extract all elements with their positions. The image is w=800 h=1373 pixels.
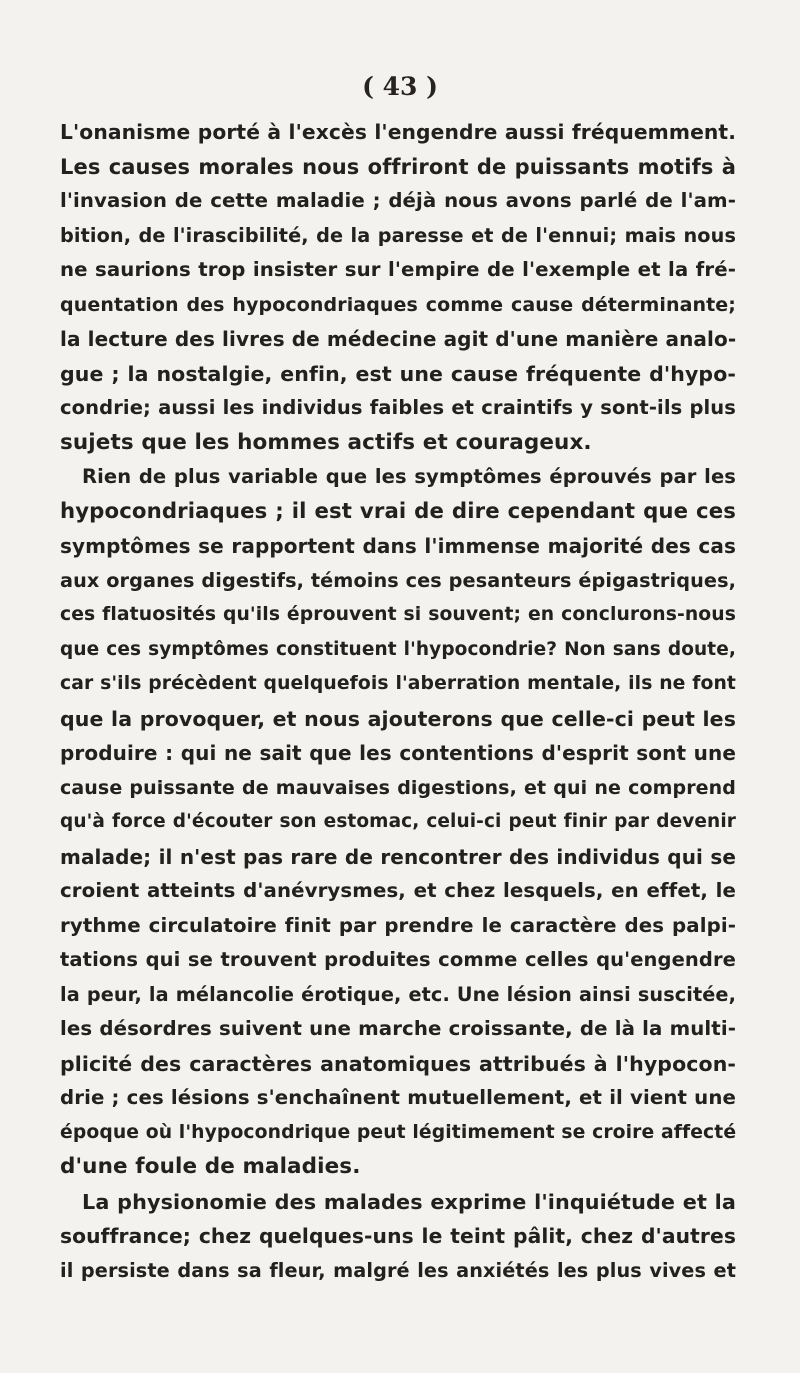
text-line: gue ; la nostalgie, enfin, est une cause fréquente d'hypo- bbox=[60, 361, 736, 386]
text-line: produire : qui ne sait que les contentions d'esprit sont une bbox=[60, 741, 736, 765]
text-line: L'onanisme porté à l'excès l'engendre aussi fréquemment. bbox=[60, 120, 736, 144]
page-number: ( 43 ) bbox=[362, 72, 438, 101]
text-line: que la provoquer, et nous ajouterons que celle-ci peut les bbox=[60, 706, 736, 731]
text-line: la peur, la mélancolie érotique, etc. Une lésion ainsi suscitée, bbox=[60, 982, 736, 1006]
text-line: d'une foule de maladies. bbox=[60, 1154, 361, 1179]
text-line: époque où l'hypocondrique peut légitimement se croire affecté bbox=[60, 1121, 737, 1143]
text-line: il persiste dans sa fleur, malgré les anxiétés les plus vives et bbox=[60, 1258, 736, 1282]
text-line: cause puissante de mauvaises digestions, et qui ne comprend bbox=[60, 776, 736, 799]
text-line: ces flatuosités qu'ils éprouvent si souvent; en conclurons-nous bbox=[60, 604, 736, 625]
text-line: malade; il n'est pas rare de rencontrer des individus qui se bbox=[60, 844, 736, 869]
text-line: que ces symptômes constituent l'hypocondrie? Non sans doute, bbox=[60, 638, 736, 660]
text-line: qu'à force d'écouter son estomac, celui-ci peut finir par devenir bbox=[60, 811, 736, 832]
text-line: sujets que les hommes actifs et courageux. bbox=[60, 429, 592, 455]
text-line: rythme circulatoire finit par prendre le caractère des palpi- bbox=[60, 913, 736, 937]
text-line: hypocondriaques ; il est vrai de dire cependant que ces bbox=[60, 498, 736, 524]
text-line: la lecture des livres de médecine agit d'une manière analo- bbox=[60, 327, 737, 351]
text-line: Les causes morales nous offriront de puissants motifs à bbox=[60, 154, 736, 179]
text-line: car s'ils précèdent quelquefois l'aberration mentale, ils ne font bbox=[60, 673, 736, 694]
text-line: ne saurions trop insister sur l'empire de l'exemple et la fré- bbox=[60, 258, 736, 281]
text-line: symptômes se rapportent dans l'immense majorité des cas bbox=[60, 534, 736, 558]
text-line: les désordres suivent une marche croissante, de là la multi- bbox=[60, 1017, 736, 1040]
text-line: aux organes digestifs, témoins ces pesanteurs épigastriques, bbox=[60, 568, 737, 592]
text-line: drie ; ces lésions s'enchaînent mutuellement, et il vient une bbox=[60, 1086, 736, 1109]
text-line: souffrance; chez quelques-uns le teint pâlit, chez d'autres bbox=[60, 1224, 736, 1248]
text-line: quentation des hypocondriaques comme cause déterminante; bbox=[60, 293, 736, 316]
text-line: croient atteints d'anévrysmes, et chez lesquels, en effet, le bbox=[60, 879, 736, 902]
text-line: plicité des caractères anatomiques attribués à l'hypocon- bbox=[60, 1051, 736, 1076]
text-line: l'invasion de cette maladie ; déjà nous avons parlé de l'am- bbox=[60, 189, 736, 212]
text-line: bition, de l'irascibilité, de la paresse et de l'ennui; mais nous bbox=[60, 223, 736, 247]
body-text bbox=[60, 115, 736, 1288]
text-line: tations qui se trouvent produites comme celles qu'engendre bbox=[60, 948, 736, 971]
text-line: condrie; aussi les individus faibles et craintifs y sont-ils plus bbox=[60, 396, 736, 419]
text-line: La physionomie des malades exprime l'inquiétude et la bbox=[82, 1189, 736, 1214]
text-line: Rien de plus variable que les symptômes éprouvés par les bbox=[82, 465, 736, 488]
